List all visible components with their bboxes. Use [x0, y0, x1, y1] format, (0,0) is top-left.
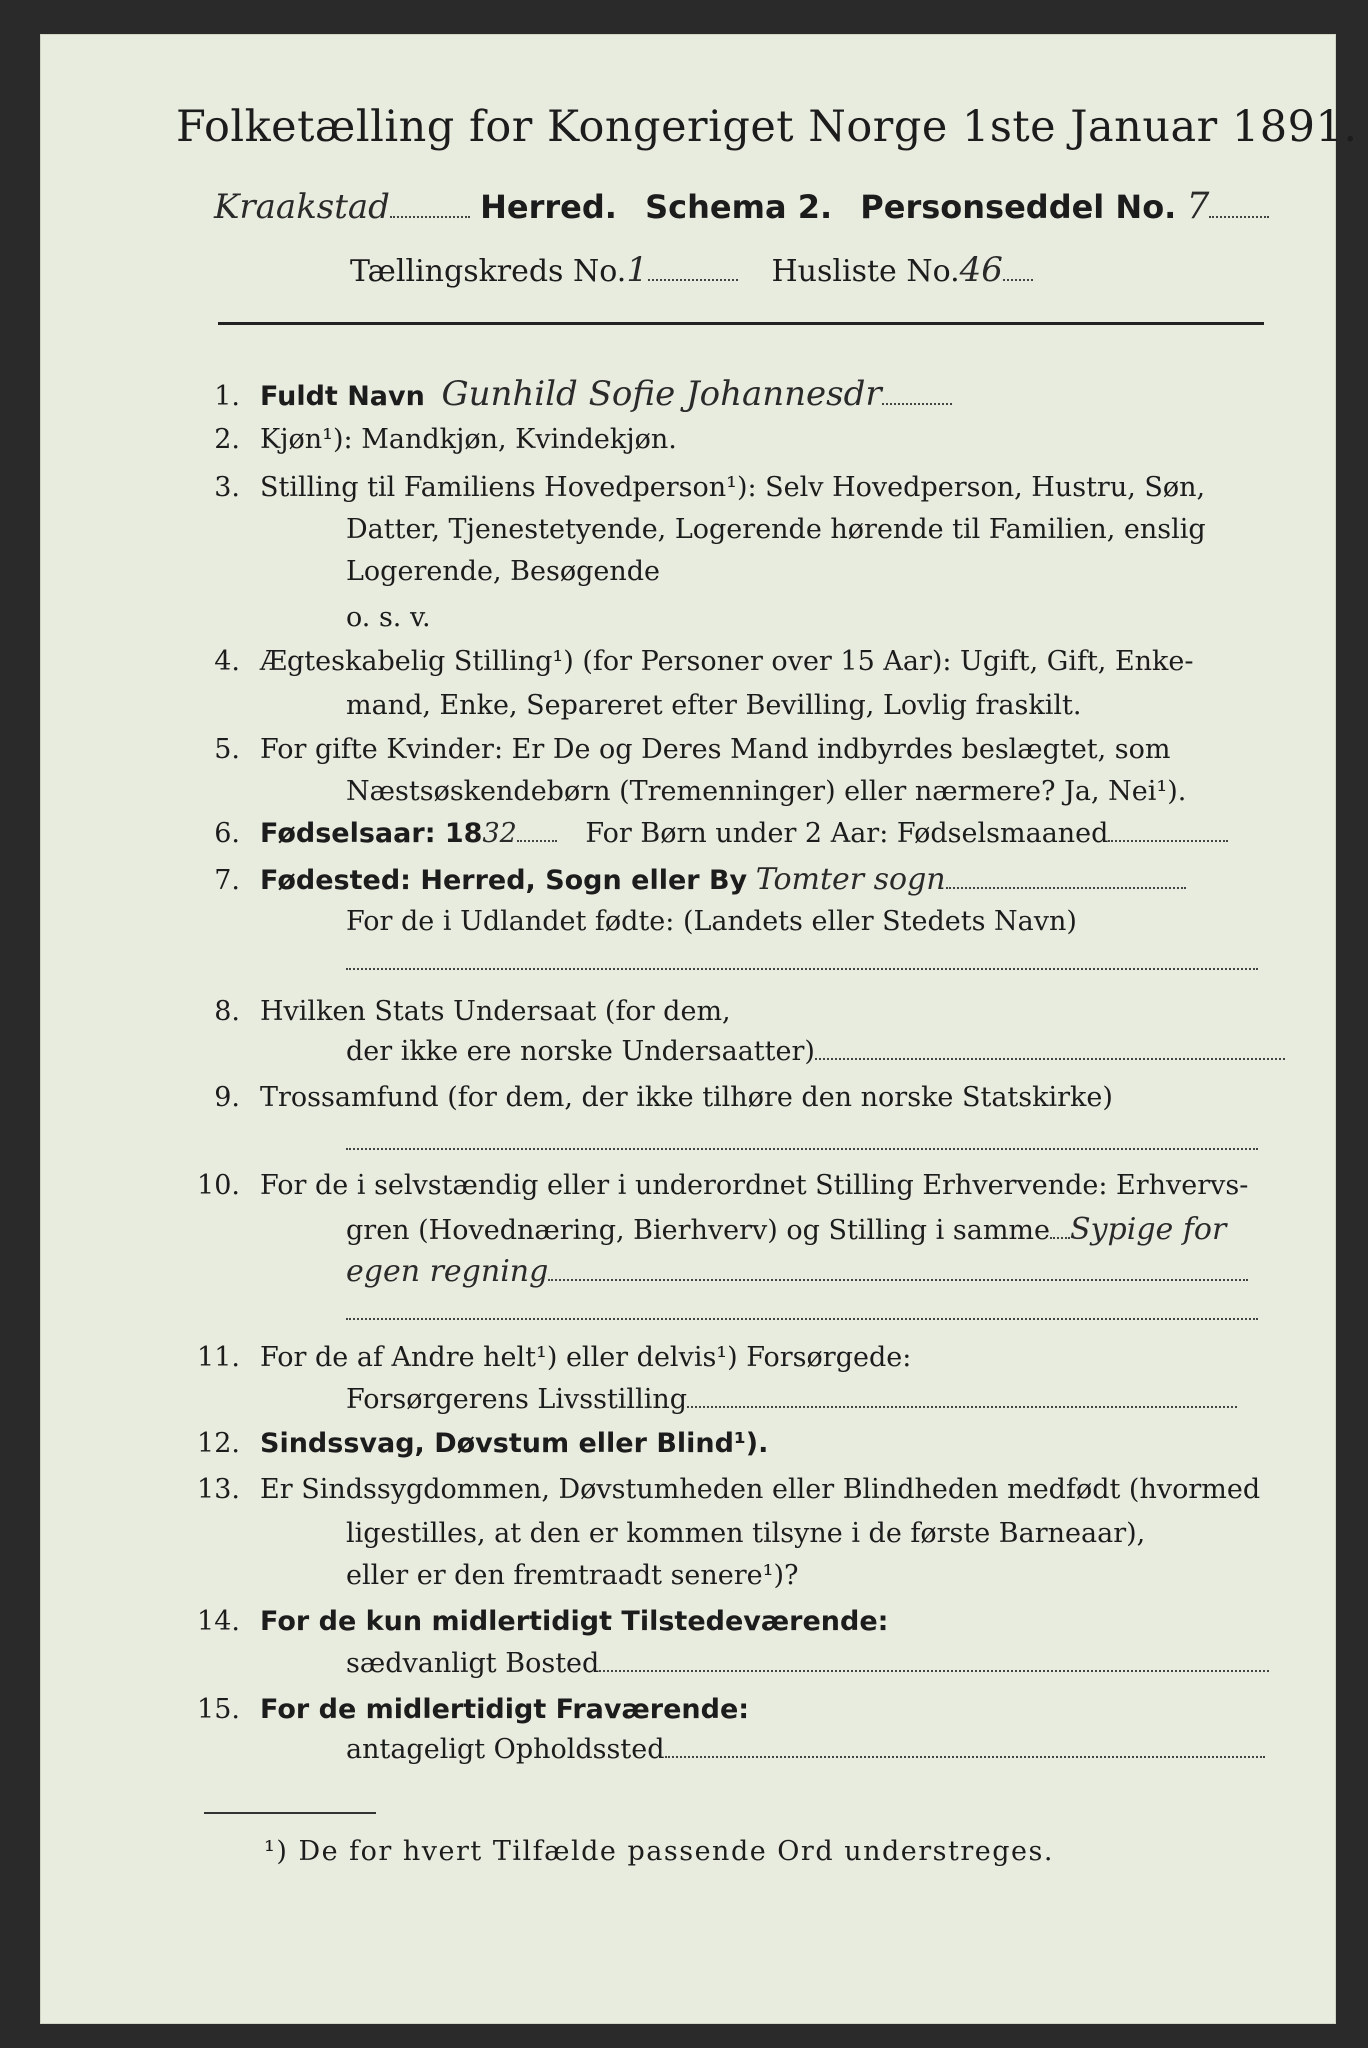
- item-14: [184, 1606, 888, 1637]
- item-number: 11.: [197, 1342, 240, 1373]
- item-1: [184, 374, 952, 414]
- item-label: Hvilken Stats Undersaat (for dem,: [260, 996, 731, 1027]
- dotted-line: [390, 198, 470, 218]
- dotted-line: [1050, 1219, 1070, 1239]
- dotted-line: [548, 1261, 1248, 1281]
- item-10-cont: [346, 1254, 1248, 1289]
- item-15-cont: [346, 1734, 1265, 1765]
- item-4-cont: mand, Enke, Separeret efter Bevilling, Lovlig fraskilt.: [346, 690, 1082, 721]
- item-label: For de midlertidigt Fraværende:: [260, 1694, 750, 1725]
- personseddel-value: 7: [1186, 186, 1210, 227]
- item-3-cont: Logerende, Besøgende: [346, 556, 660, 587]
- item-label: Fødselsaar: 18: [260, 818, 483, 849]
- item-label: antageligt Opholdssted: [346, 1734, 665, 1765]
- item-label: sædvanligt Bosted: [346, 1648, 600, 1679]
- item-number: 4.: [214, 646, 240, 677]
- item-number: 14.: [197, 1606, 240, 1637]
- item-13: [184, 1474, 1260, 1505]
- item-2: [184, 424, 677, 455]
- item-13-cont: eller er den fremtraadt senere¹)?: [346, 1560, 799, 1591]
- item-label: For de kun midlertidigt Tilstedeværende:: [260, 1606, 889, 1637]
- kreds-line: [350, 250, 1033, 290]
- item-number: 9.: [214, 1082, 240, 1113]
- item-label: Forsørgerens Livsstilling: [346, 1384, 688, 1415]
- item-number: 5.: [214, 734, 240, 765]
- header-rule: [218, 322, 1264, 325]
- item-7-cont: For de i Udlandet fødte: (Landets eller Stedets Navn): [346, 906, 1077, 937]
- census-form: [40, 34, 1336, 2024]
- item-11: [184, 1342, 911, 1373]
- dotted-line: [346, 1300, 1258, 1320]
- item-label: Fødested: Herred, Sogn eller By: [260, 865, 748, 896]
- item-number: 15.: [197, 1694, 240, 1725]
- dotted-line: [946, 869, 1186, 889]
- item-label: For Børn under 2 Aar: Fødselsmaaned: [585, 818, 1109, 849]
- dotted-line: [517, 822, 557, 842]
- dotted-line: [346, 950, 1258, 970]
- item-label: Trossamfund (for dem, der ikke tilhøre den norske Statskirke): [260, 1082, 1113, 1113]
- item-number: 7.: [214, 865, 240, 896]
- dotted-line: [648, 261, 738, 281]
- item-8-cont: [346, 1036, 1285, 1067]
- item-number: 2.: [214, 424, 240, 455]
- item-15: [184, 1694, 749, 1725]
- item-label: gren (Hovednæring, Bierhverv) og Stilling i samme: [346, 1215, 1051, 1246]
- schema-label: Schema 2.: [645, 188, 833, 226]
- dotted-line: [599, 1652, 1269, 1672]
- item-12: [184, 1428, 768, 1459]
- item-label: Kjøn¹): Mandkjøn, Kvindekjøn.: [260, 424, 677, 455]
- item-4: [184, 646, 1194, 677]
- dotted-line: [882, 385, 952, 405]
- item-5: [184, 734, 1171, 765]
- dotted-line: [1003, 261, 1033, 281]
- item-label: For de i selvstændig eller i underordnet Stilling Erhvervende: Erhvervs-: [260, 1170, 1249, 1201]
- item-label: For de af Andre helt¹) eller delvis¹) Forsørgede:: [260, 1342, 912, 1373]
- item-label: Stilling til Familiens Hovedperson¹): Selv Hovedperson, Hustru, Søn,: [260, 472, 1206, 503]
- name-value: Gunhild Sofie Johannesdr: [441, 374, 882, 414]
- herred-line: [214, 186, 1269, 227]
- item-label: For gifte Kvinder: Er De og Deres Mand indbyrdes beslægtet, som: [260, 734, 1171, 765]
- item-10: [184, 1170, 1248, 1201]
- form-title: Folketælling for Kongeriget Norge 1ste Januar 1891.: [176, 102, 1358, 152]
- footnote: ¹) De for hvert Tilfælde passende Ord understreges.: [264, 1836, 1054, 1867]
- item-10-cont: [346, 1212, 1226, 1247]
- kreds-label: Tællingskreds No.: [350, 254, 627, 289]
- dotted-line: [346, 1130, 1258, 1150]
- item-9: [184, 1082, 1113, 1113]
- item-number: 13.: [197, 1474, 240, 1505]
- item-7: [184, 862, 1186, 897]
- husliste-label: Husliste No.: [771, 254, 960, 289]
- item-number: 8.: [214, 996, 240, 1027]
- item-label: Fuldt Navn: [260, 381, 425, 412]
- dotted-line: [1209, 198, 1269, 218]
- item-label: Ægteskabelig Stilling¹) (for Personer over 15 Aar): Ugift, Gift, Enke-: [260, 646, 1194, 677]
- item-label: der ikke ere norske Undersaatter): [346, 1036, 815, 1067]
- occupation-value: Sypige for: [1070, 1212, 1227, 1247]
- item-6: [184, 818, 1228, 849]
- dotted-line: [815, 1040, 1285, 1060]
- item-14-cont: [346, 1648, 1269, 1679]
- birth-year-value: 32: [482, 818, 517, 849]
- item-3: [184, 472, 1205, 503]
- item-label: Sindssvag, Døvstum eller Blind¹).: [260, 1428, 769, 1459]
- herred-label: Herred.: [480, 188, 617, 226]
- item-3-cont: Datter, Tjenestetyende, Logerende hørende til Familien, enslig: [346, 514, 1206, 545]
- item-5-cont: Næstsøskendebørn (Tremenninger) eller nærmere? Ja, Nei¹).: [346, 776, 1187, 807]
- item-13-cont: ligestilles, at den er kommen tilsyne i de første Barneaar),: [346, 1518, 1146, 1549]
- item-8: [184, 996, 731, 1027]
- item-number: 6.: [214, 818, 240, 849]
- herred-value: Kraakstad: [214, 187, 390, 227]
- item-11-cont: [346, 1384, 1237, 1415]
- birthplace-value: Tomter sogn: [755, 862, 946, 897]
- item-number: 1.: [214, 381, 240, 412]
- footnote-rule: [204, 1812, 376, 1814]
- item-number: 10.: [197, 1170, 240, 1201]
- occupation-value-2: egen regning: [346, 1254, 549, 1289]
- dotted-line: [665, 1738, 1265, 1758]
- dotted-line: [1108, 822, 1228, 842]
- husliste-value: 46: [959, 250, 1003, 290]
- item-3-cont: o. s. v.: [346, 602, 431, 633]
- personseddel-label: Personseddel No.: [860, 188, 1177, 226]
- kreds-value: 1: [626, 250, 648, 290]
- item-label: Er Sindssygdommen, Døvstumheden eller Blindheden medfødt (hvormed: [260, 1474, 1261, 1505]
- item-number: 3.: [214, 472, 240, 503]
- item-number: 12.: [197, 1428, 240, 1459]
- dotted-line: [687, 1388, 1237, 1408]
